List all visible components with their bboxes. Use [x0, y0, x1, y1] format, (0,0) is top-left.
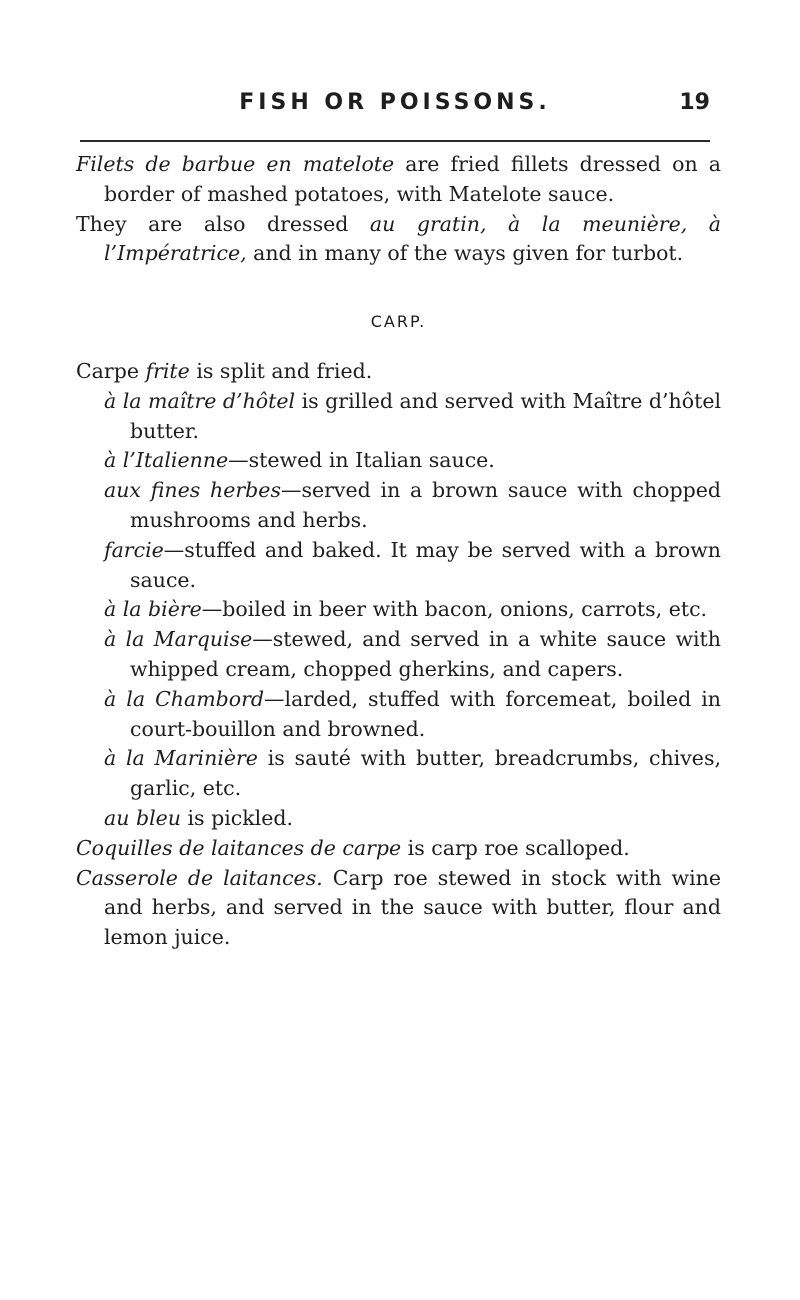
- entry-text: is grilled and served with Maître d’hôtel butter.: [130, 388, 722, 443]
- paragraph-filets: [76, 150, 721, 210]
- body-text: [76, 150, 721, 953]
- entry-term: à la Marquise: [104, 627, 253, 652]
- entry-prefix: Carpe: [76, 358, 146, 383]
- term-styles: au gratin, à la meunière, à l’Impératrice,: [104, 211, 721, 266]
- entry-term: Coquilles de laitances de carpe: [76, 835, 402, 860]
- term-filets: Filets de barbue en matelote: [76, 152, 395, 176]
- entry-text: is carp roe scalloped.: [401, 835, 630, 860]
- entry-term: à la maître d’hôtel: [104, 388, 296, 413]
- entry-text: —stuffed and baked. It may be served with a brown sauce.: [130, 537, 721, 592]
- entry-term: à la bière: [104, 597, 202, 622]
- entry-term: aux fines herbes: [104, 478, 281, 503]
- entry-farcie: [76, 536, 721, 596]
- entry-maitre-dhotel: [76, 387, 721, 447]
- entry-italienne: [76, 446, 721, 476]
- paragraph-text: and in many of the ways given for turbot.: [246, 241, 684, 266]
- header-rule: [80, 140, 710, 142]
- entry-term: farcie: [104, 537, 164, 562]
- entry-marquise: [76, 625, 721, 685]
- entry-chambord: [76, 685, 721, 745]
- entry-term: au bleu: [104, 805, 181, 830]
- entry-text: —boiled in beer with bacon, onions, carrots, etc.: [201, 597, 708, 622]
- paragraph-text: are fried fillets dressed on a border of mashed potatoes, with Matelote sauce.: [104, 152, 721, 206]
- entry-text: is split and fried.: [189, 358, 373, 383]
- entry-carpe-frite: [76, 357, 721, 387]
- entry-coquilles: [76, 834, 721, 864]
- entry-biere: [76, 595, 721, 625]
- entry-term: à l’Italienne: [104, 448, 229, 473]
- entry-term: Casserole de laitances.: [76, 865, 323, 890]
- entry-text: is pickled.: [180, 805, 293, 830]
- paragraph-text: They are also dressed: [76, 211, 370, 236]
- page-header: [80, 86, 710, 126]
- entry-au-bleu: [76, 804, 721, 834]
- entry-term: à la Chambord: [104, 686, 265, 711]
- section-title: CARP.: [370, 312, 427, 332]
- entry-term: à la Marinière: [104, 746, 258, 771]
- entry-text: —stewed, and served in a white sauce with whipped cream, chopped gherkins, and capers.: [130, 627, 721, 681]
- entry-text: —served in a brown sauce with chopped mushrooms and herbs.: [130, 478, 721, 532]
- entry-mariniere: [76, 744, 721, 804]
- entry-text: —stewed in Italian sauce.: [228, 448, 495, 473]
- page-number: 19: [679, 90, 710, 115]
- entry-casserole: [76, 864, 721, 953]
- running-head: FISH OR POISSONS.: [239, 90, 551, 115]
- entry-text: is sauté with butter, breadcrumbs, chives, garlic, etc.: [130, 746, 721, 801]
- entry-text: Carp roe stewed in stock with wine and herbs, and served in the sauce with butter, flour and lemon juice.: [104, 865, 721, 950]
- paragraph-also-dressed: [76, 210, 721, 270]
- entry-text: —larded, stuffed with forcemeat, boiled in court-bouillon and browned.: [130, 686, 721, 741]
- entry-term: frite: [145, 358, 190, 383]
- entry-fines-herbes: [76, 476, 721, 536]
